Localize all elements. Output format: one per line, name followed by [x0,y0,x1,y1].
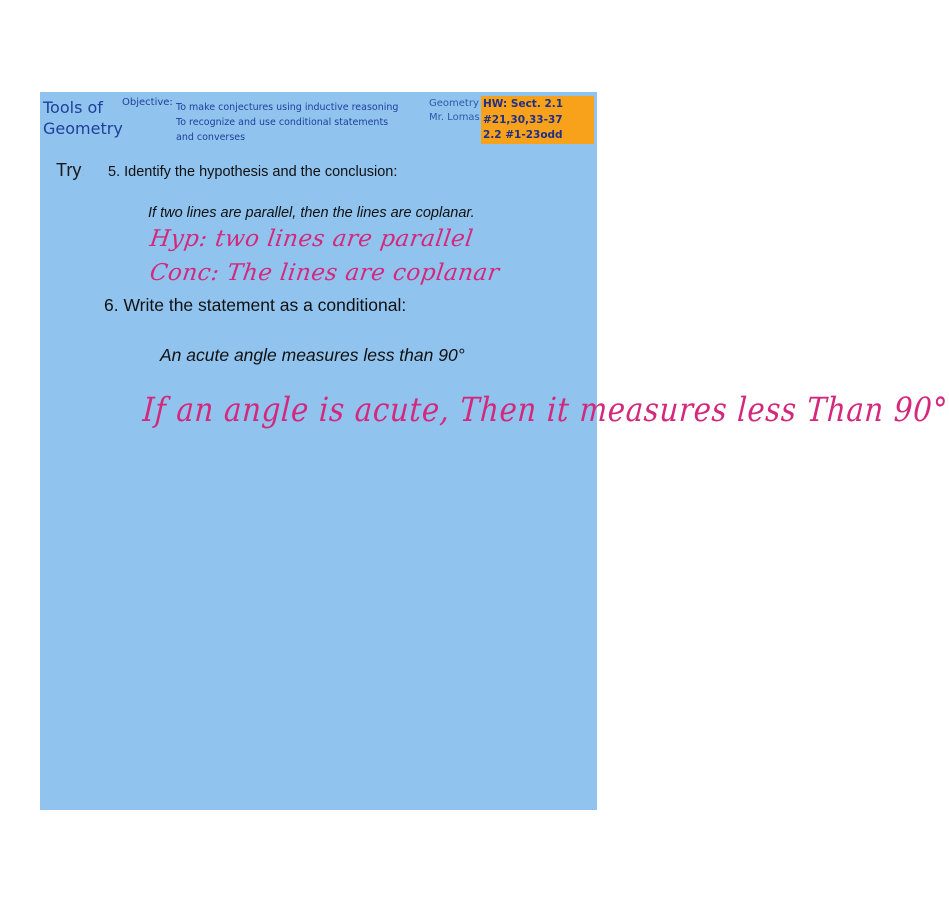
objective-text [176,100,398,145]
question-6: 6. Write the statement as a conditional: [104,295,407,315]
objective-label: Objective: [122,97,173,108]
try-word: Try [56,160,82,180]
handwritten-conclusion: Conc: The lines are coplanar [148,260,502,286]
homework-box [481,96,594,144]
statement-1: If two lines are parallel, then the lines are coplanar. [148,205,475,221]
homework-line-1: HW: Sect. 2.1 [483,98,564,110]
objective-line-3: and converses [176,132,246,143]
slide [40,92,949,810]
lesson-title [43,97,123,139]
homework-line-2: #21,30,33-37 [483,113,563,126]
course-name: Geometry [429,98,479,109]
objective-line-2: To recognize and use conditional statements [176,117,389,128]
lesson-title-line1: Tools of [43,98,103,117]
question-5: 5. Identify the hypothesis and the conclusion: [108,164,398,180]
handwritten-conditional: If an angle is acute, Then it measures less Than 90° [141,390,949,430]
handwritten-hypothesis: Hyp: two lines are parallel [148,226,475,252]
statement-2: An acute angle measures less than 90° [160,345,465,365]
homework-line-3: 2.2 #1-23odd [483,129,563,141]
objective-line-1: To make conjectures using inductive reasoning [176,102,399,113]
try-label [56,160,85,181]
try-colon: : [81,165,85,179]
course-info [429,97,480,125]
lesson-title-line2: Geometry [43,119,123,138]
teacher-name: Mr. Lomas [429,112,480,123]
